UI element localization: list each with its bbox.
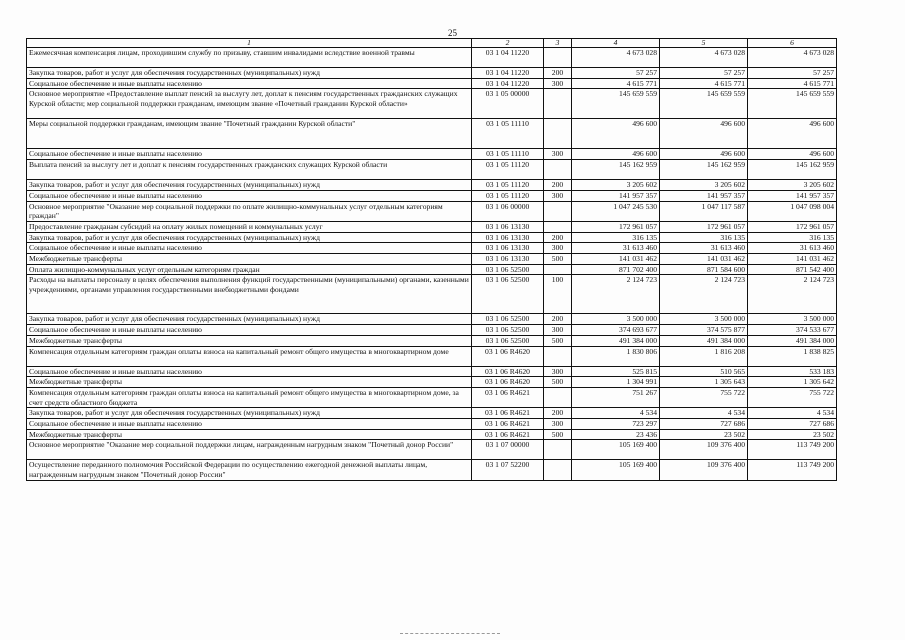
table-row <box>27 346 837 366</box>
row-amount-year1: 723 297 <box>572 419 660 430</box>
row-amount-year3: 533 183 <box>748 366 837 377</box>
row-amount-year3: 145 659 559 <box>748 89 837 119</box>
table-row <box>27 366 837 377</box>
row-name: Закупка товаров, работ и услуг для обеспечения государственных (муниципальных) нужд <box>27 232 472 243</box>
row-amount-year3: 1 305 642 <box>748 377 837 388</box>
table-row <box>27 68 837 79</box>
table-row <box>27 149 837 160</box>
row-amount-year2: 4 615 771 <box>660 78 748 89</box>
row-code: 03 1 06 52500 <box>472 335 544 346</box>
row-amount-year2: 510 565 <box>660 366 748 377</box>
table-row <box>27 460 837 480</box>
table-row <box>27 419 837 430</box>
table-row <box>27 190 837 201</box>
row-amount-year2: 172 961 057 <box>660 221 748 232</box>
row-amount-year1: 105 169 400 <box>572 460 660 480</box>
row-amount-year3: 1 838 825 <box>748 346 837 366</box>
row-name: Предоставление гражданам субсидий на оплату жилых помещений и коммунальных услуг <box>27 221 472 232</box>
table-row <box>27 254 837 265</box>
table-row <box>27 377 837 388</box>
row-name: Социальное обеспечение и иные выплаты населению <box>27 78 472 89</box>
row-expense-type: 200 <box>544 314 572 325</box>
row-code: 03 1 06 R4620 <box>472 377 544 388</box>
table-row <box>27 78 837 89</box>
row-name: Социальное обеспечение и иные выплаты населению <box>27 190 472 201</box>
row-amount-year1: 491 384 000 <box>572 335 660 346</box>
row-expense-type <box>544 89 572 119</box>
row-code: 03 1 05 11120 <box>472 190 544 201</box>
row-expense-type: 500 <box>544 429 572 440</box>
row-name: Компенсация отдельным категориям граждан оплаты взноса на капитальный ремонт общего имущества в многоквартирном доме, за счет средств областного бюджета <box>27 387 472 407</box>
row-code: 03 1 06 13130 <box>472 243 544 254</box>
row-code: 03 1 04 11220 <box>472 48 544 68</box>
row-code: 03 1 05 11120 <box>472 180 544 191</box>
table-row <box>27 89 837 119</box>
row-code: 03 1 07 52200 <box>472 460 544 480</box>
row-name: Закупка товаров, работ и услуг для обеспечения государственных (муниципальных) нужд <box>27 314 472 325</box>
row-name: Основное мероприятие «Предоставление выплат пенсий за выслугу лет, доплат к пенсиям государственных гражданских служащих Курской области; мер социальной поддержки гражданам, имеющим звание «Почетный гражданин Курской области» <box>27 89 472 119</box>
table-row <box>27 264 837 275</box>
row-amount-year3: 491 384 000 <box>748 335 837 346</box>
row-amount-year1: 31 613 460 <box>572 243 660 254</box>
row-name: Межбюджетные трансферты <box>27 254 472 265</box>
row-code: 03 1 06 R4621 <box>472 429 544 440</box>
row-amount-year3: 172 961 057 <box>748 221 837 232</box>
row-amount-year2: 496 600 <box>660 119 748 149</box>
table-row <box>27 201 837 221</box>
row-code: 03 1 06 R4620 <box>472 346 544 366</box>
row-name: Социальное обеспечение и иные выплаты населению <box>27 366 472 377</box>
row-amount-year2: 491 384 000 <box>660 335 748 346</box>
row-amount-year2: 1 816 208 <box>660 346 748 366</box>
row-expense-type <box>544 440 572 460</box>
row-amount-year2: 4 534 <box>660 408 748 419</box>
row-name: Выплата пенсий за выслугу лет и доплат к пенсиям государственных гражданских служащих Курской области <box>27 160 472 180</box>
row-amount-year1: 145 659 559 <box>572 89 660 119</box>
row-code: 03 1 04 11220 <box>472 68 544 79</box>
table-row <box>27 314 837 325</box>
table-row <box>27 180 837 191</box>
header-col-1: 1 <box>27 39 472 48</box>
table-row <box>27 387 837 407</box>
header-col-2: 2 <box>472 39 544 48</box>
row-code: 03 1 06 52500 <box>472 325 544 336</box>
row-amount-year3: 145 162 959 <box>748 160 837 180</box>
row-code: 03 1 06 R4621 <box>472 408 544 419</box>
row-expense-type <box>544 264 572 275</box>
row-amount-year3: 1 047 098 004 <box>748 201 837 221</box>
table-row <box>27 160 837 180</box>
row-code: 03 1 05 11120 <box>472 160 544 180</box>
header-col-3: 3 <box>544 39 572 48</box>
row-name: Социальное обеспечение и иные выплаты населению <box>27 325 472 336</box>
table-row <box>27 243 837 254</box>
row-expense-type: 200 <box>544 408 572 419</box>
row-amount-year1: 23 436 <box>572 429 660 440</box>
row-amount-year2: 871 584 600 <box>660 264 748 275</box>
row-amount-year2: 1 047 117 587 <box>660 201 748 221</box>
row-name: Осуществление переданного полномочия Российской Федерации по осуществлению ежегодной денежной выплаты лицам, награжденным нагрудным знаком "Почетный донор России" <box>27 460 472 480</box>
row-expense-type: 500 <box>544 377 572 388</box>
header-col-5: 5 <box>660 39 748 48</box>
row-name: Межбюджетные трансферты <box>27 429 472 440</box>
row-amount-year1: 2 124 723 <box>572 275 660 314</box>
row-amount-year3: 2 124 723 <box>748 275 837 314</box>
row-amount-year1: 374 693 677 <box>572 325 660 336</box>
row-amount-year3: 113 749 200 <box>748 460 837 480</box>
row-amount-year1: 141 957 357 <box>572 190 660 201</box>
row-name: Оплата жилищно-коммунальных услуг отдельным категориям граждан <box>27 264 472 275</box>
row-amount-year3: 727 686 <box>748 419 837 430</box>
row-name: Основное мероприятие "Оказание мер социальной поддержки по оплате жилищно-коммунальных услуг отдельным категориям граждан" <box>27 201 472 221</box>
row-code: 03 1 05 11110 <box>472 119 544 149</box>
row-amount-year1: 871 702 400 <box>572 264 660 275</box>
row-amount-year2: 374 575 877 <box>660 325 748 336</box>
row-code: 03 1 06 R4621 <box>472 387 544 407</box>
row-expense-type <box>544 160 572 180</box>
row-expense-type <box>544 119 572 149</box>
row-amount-year2: 1 305 643 <box>660 377 748 388</box>
row-name: Компенсация отдельным категориям граждан оплаты взноса на капитальный ремонт общего имущества в многоквартирном доме <box>27 346 472 366</box>
row-amount-year1: 172 961 057 <box>572 221 660 232</box>
row-code: 03 1 06 52500 <box>472 314 544 325</box>
row-amount-year3: 3 500 000 <box>748 314 837 325</box>
row-code: 03 1 05 11110 <box>472 149 544 160</box>
row-amount-year2: 3 500 000 <box>660 314 748 325</box>
row-amount-year3: 23 502 <box>748 429 837 440</box>
row-amount-year2: 23 502 <box>660 429 748 440</box>
row-amount-year2: 145 162 959 <box>660 160 748 180</box>
scan-artifact <box>400 633 500 636</box>
table-row <box>27 232 837 243</box>
table-row <box>27 325 837 336</box>
row-name: Ежемесячная компенсация лицам, проходившим службу по призыву, ставшим инвалидами вследствие военной травмы <box>27 48 472 68</box>
row-name: Закупка товаров, работ и услуг для обеспечения государственных (муниципальных) нужд <box>27 408 472 419</box>
row-amount-year3: 4 534 <box>748 408 837 419</box>
row-name: Социальное обеспечение и иные выплаты населению <box>27 243 472 254</box>
row-name: Межбюджетные трансферты <box>27 335 472 346</box>
row-amount-year2: 145 659 559 <box>660 89 748 119</box>
row-amount-year2: 57 257 <box>660 68 748 79</box>
row-expense-type <box>544 48 572 68</box>
header-col-4: 4 <box>572 39 660 48</box>
row-expense-type: 300 <box>544 325 572 336</box>
row-amount-year2: 727 686 <box>660 419 748 430</box>
row-amount-year1: 525 815 <box>572 366 660 377</box>
row-expense-type: 500 <box>544 254 572 265</box>
row-amount-year2: 109 376 400 <box>660 440 748 460</box>
row-expense-type: 500 <box>544 335 572 346</box>
row-amount-year3: 31 613 460 <box>748 243 837 254</box>
row-amount-year3: 496 600 <box>748 119 837 149</box>
table-row <box>27 221 837 232</box>
row-amount-year2: 3 205 602 <box>660 180 748 191</box>
row-expense-type: 300 <box>544 419 572 430</box>
row-amount-year3: 4 673 028 <box>748 48 837 68</box>
row-code: 03 1 06 52500 <box>472 264 544 275</box>
row-code: 03 1 06 52500 <box>472 275 544 314</box>
row-amount-year1: 4 615 771 <box>572 78 660 89</box>
row-amount-year1: 316 135 <box>572 232 660 243</box>
row-code: 03 1 06 00000 <box>472 201 544 221</box>
row-expense-type: 300 <box>544 78 572 89</box>
row-name: Закупка товаров, работ и услуг для обеспечения государственных (муниципальных) нужд <box>27 180 472 191</box>
row-expense-type: 300 <box>544 243 572 254</box>
row-amount-year2: 2 124 723 <box>660 275 748 314</box>
row-amount-year3: 755 722 <box>748 387 837 407</box>
row-amount-year3: 113 749 200 <box>748 440 837 460</box>
page-number: 25 <box>448 28 457 38</box>
table-row <box>27 429 837 440</box>
row-amount-year1: 3 500 000 <box>572 314 660 325</box>
row-name: Межбюджетные трансферты <box>27 377 472 388</box>
row-expense-type: 300 <box>544 149 572 160</box>
row-code: 03 1 06 R4620 <box>472 366 544 377</box>
row-expense-type <box>544 201 572 221</box>
row-amount-year3: 496 600 <box>748 149 837 160</box>
table-row <box>27 119 837 149</box>
row-amount-year1: 1 047 245 530 <box>572 201 660 221</box>
row-code: 03 1 04 11220 <box>472 78 544 89</box>
row-expense-type: 100 <box>544 275 572 314</box>
row-expense-type: 200 <box>544 232 572 243</box>
table-row <box>27 440 837 460</box>
table-row <box>27 335 837 346</box>
row-amount-year1: 751 267 <box>572 387 660 407</box>
row-code: 03 1 05 00000 <box>472 89 544 119</box>
table-row <box>27 408 837 419</box>
budget-table <box>26 38 837 481</box>
row-code: 03 1 06 13130 <box>472 232 544 243</box>
row-amount-year3: 316 135 <box>748 232 837 243</box>
header-col-6: 6 <box>748 39 837 48</box>
row-amount-year3: 374 533 677 <box>748 325 837 336</box>
row-name: Социальное обеспечение и иные выплаты населению <box>27 149 472 160</box>
row-amount-year3: 141 031 462 <box>748 254 837 265</box>
row-expense-type: 200 <box>544 68 572 79</box>
row-amount-year1: 145 162 959 <box>572 160 660 180</box>
row-code: 03 1 06 R4621 <box>472 419 544 430</box>
row-amount-year3: 57 257 <box>748 68 837 79</box>
row-expense-type <box>544 221 572 232</box>
row-amount-year1: 1 304 991 <box>572 377 660 388</box>
row-code: 03 1 06 13130 <box>472 221 544 232</box>
row-amount-year2: 31 613 460 <box>660 243 748 254</box>
row-amount-year2: 4 673 028 <box>660 48 748 68</box>
row-name: Основное мероприятие "Оказание мер социальной поддержки лицам, награжденным нагрудным знаком "Почетный донор России" <box>27 440 472 460</box>
row-amount-year1: 57 257 <box>572 68 660 79</box>
row-code: 03 1 06 13130 <box>472 254 544 265</box>
row-amount-year1: 4 673 028 <box>572 48 660 68</box>
row-name: Меры социальной поддержки гражданам, имеющим звание "Почетный гражданин Курской области" <box>27 119 472 149</box>
row-name: Закупка товаров, работ и услуг для обеспечения государственных (муниципальных) нужд <box>27 68 472 79</box>
row-expense-type: 200 <box>544 180 572 191</box>
row-amount-year1: 141 031 462 <box>572 254 660 265</box>
row-expense-type <box>544 387 572 407</box>
row-expense-type <box>544 460 572 480</box>
row-amount-year2: 496 600 <box>660 149 748 160</box>
table-row <box>27 275 837 314</box>
row-amount-year3: 141 957 357 <box>748 190 837 201</box>
row-expense-type: 300 <box>544 366 572 377</box>
row-amount-year3: 3 205 602 <box>748 180 837 191</box>
row-amount-year3: 4 615 771 <box>748 78 837 89</box>
row-amount-year2: 109 376 400 <box>660 460 748 480</box>
row-amount-year1: 496 600 <box>572 149 660 160</box>
row-amount-year1: 4 534 <box>572 408 660 419</box>
row-amount-year1: 105 169 400 <box>572 440 660 460</box>
row-name: Социальное обеспечение и иные выплаты населению <box>27 419 472 430</box>
row-amount-year1: 1 830 806 <box>572 346 660 366</box>
row-amount-year1: 3 205 602 <box>572 180 660 191</box>
table-header-row <box>27 39 837 48</box>
row-expense-type: 300 <box>544 190 572 201</box>
row-code: 03 1 07 00000 <box>472 440 544 460</box>
row-amount-year2: 316 135 <box>660 232 748 243</box>
row-name: Расходы на выплаты персоналу в целях обеспечения выполнения функций государственными (муниципальными) органами, казенными учреждениями, органами управления государственными внебюджетными фондами <box>27 275 472 314</box>
table-row <box>27 48 837 68</box>
row-amount-year2: 141 031 462 <box>660 254 748 265</box>
row-amount-year2: 141 957 357 <box>660 190 748 201</box>
row-expense-type <box>544 346 572 366</box>
row-amount-year1: 496 600 <box>572 119 660 149</box>
row-amount-year2: 755 722 <box>660 387 748 407</box>
row-amount-year3: 871 542 400 <box>748 264 837 275</box>
